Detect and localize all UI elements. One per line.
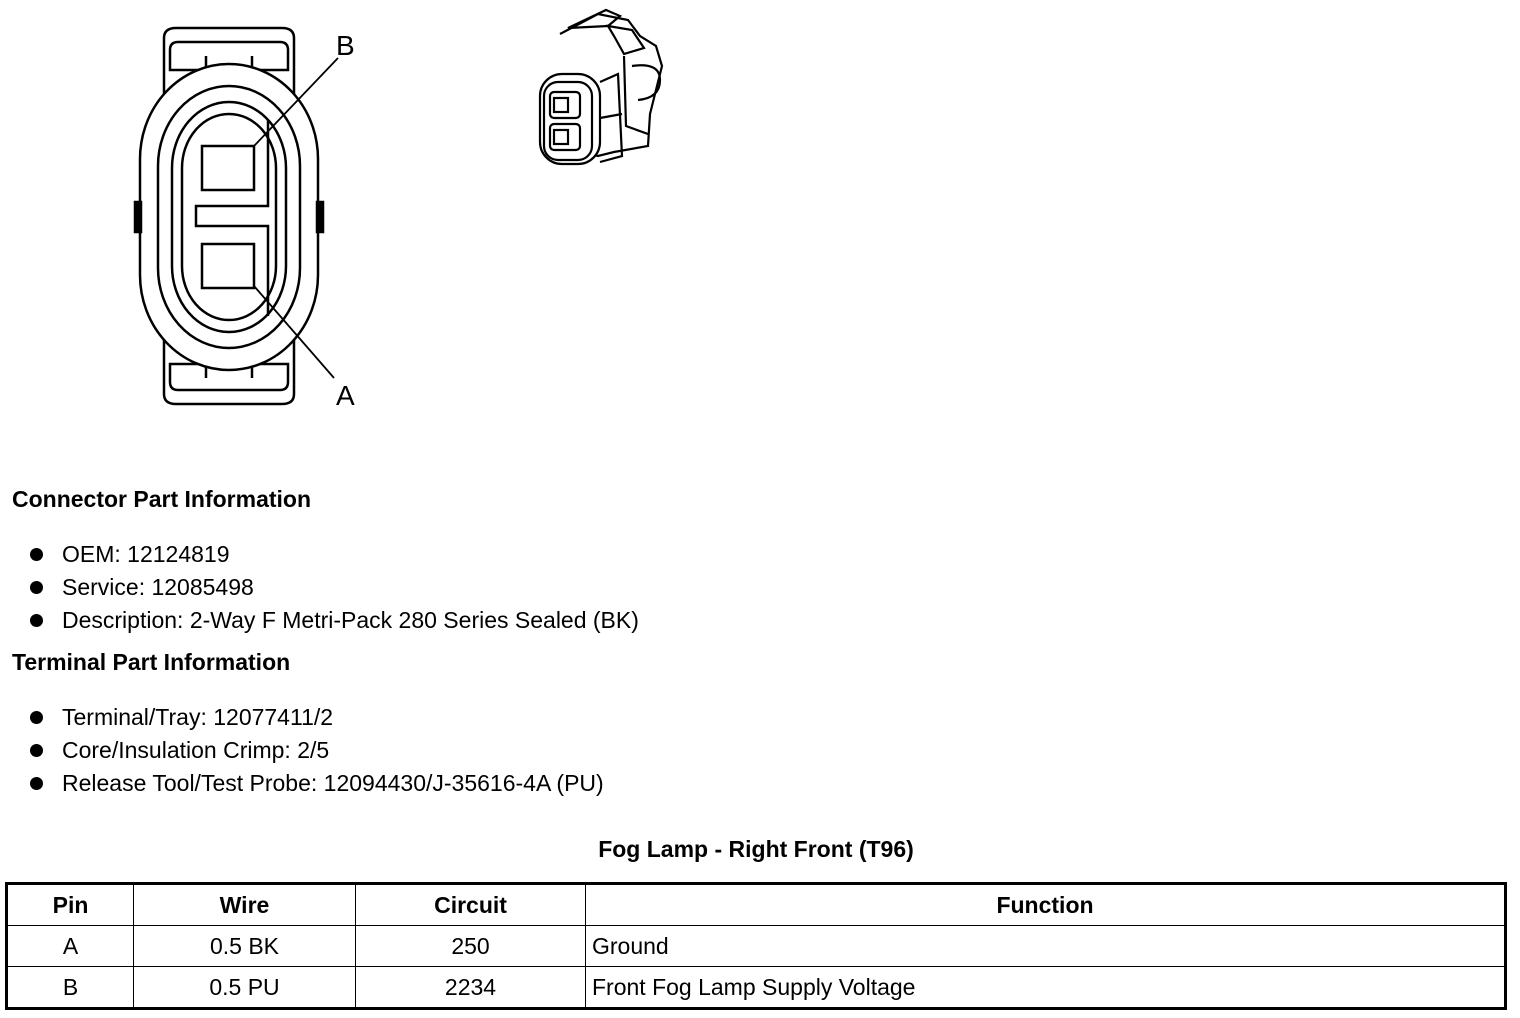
- terminal-part-info-list: [30, 701, 604, 800]
- header-pin: Pin: [7, 884, 134, 926]
- list-item: Release Tool/Test Probe: 12094430/J-35616-4A (PU): [30, 767, 604, 800]
- header-function: Function: [586, 884, 1506, 926]
- cell-wire: 0.5 BK: [134, 926, 356, 967]
- pin-table-title: Fog Lamp - Right Front (T96): [598, 836, 914, 862]
- cell-function: Ground: [586, 926, 1506, 967]
- connector-part-info-title: Connector Part Information: [12, 486, 312, 512]
- bullet-icon: [30, 548, 43, 561]
- bullet-icon: [30, 711, 43, 724]
- terminal-part-info-title: Terminal Part Information: [12, 649, 291, 675]
- bullet-icon: [30, 744, 43, 757]
- cell-function: Front Fog Lamp Supply Voltage: [586, 967, 1506, 1009]
- connector-isometric-icon: [528, 6, 678, 176]
- bullet-icon: [30, 614, 43, 627]
- cell-pin: A: [7, 926, 134, 967]
- table-row: [7, 967, 1506, 1009]
- header-circuit: Circuit: [356, 884, 586, 926]
- pin-label-b: B: [336, 30, 355, 61]
- list-item: Core/Insulation Crimp: 2/5: [30, 734, 604, 767]
- connector-face-view-icon: [120, 20, 400, 420]
- connector-part-info-list: [30, 538, 639, 637]
- list-item: Description: 2-Way F Metri-Pack 280 Series Sealed (BK): [30, 604, 639, 637]
- table-row: [7, 926, 1506, 967]
- list-item: OEM: 12124819: [30, 538, 639, 571]
- list-item: Service: 12085498: [30, 571, 639, 604]
- cell-circuit: 250: [356, 926, 586, 967]
- pin-label-a: A: [336, 380, 355, 411]
- list-item: Terminal/Tray: 12077411/2: [30, 701, 604, 734]
- cell-pin: B: [7, 967, 134, 1009]
- bullet-icon: [30, 777, 43, 790]
- bullet-icon: [30, 581, 43, 594]
- cell-wire: 0.5 PU: [134, 967, 356, 1009]
- table-header-row: [7, 884, 1506, 926]
- cell-circuit: 2234: [356, 967, 586, 1009]
- header-wire: Wire: [134, 884, 356, 926]
- pin-table: [5, 882, 1507, 1010]
